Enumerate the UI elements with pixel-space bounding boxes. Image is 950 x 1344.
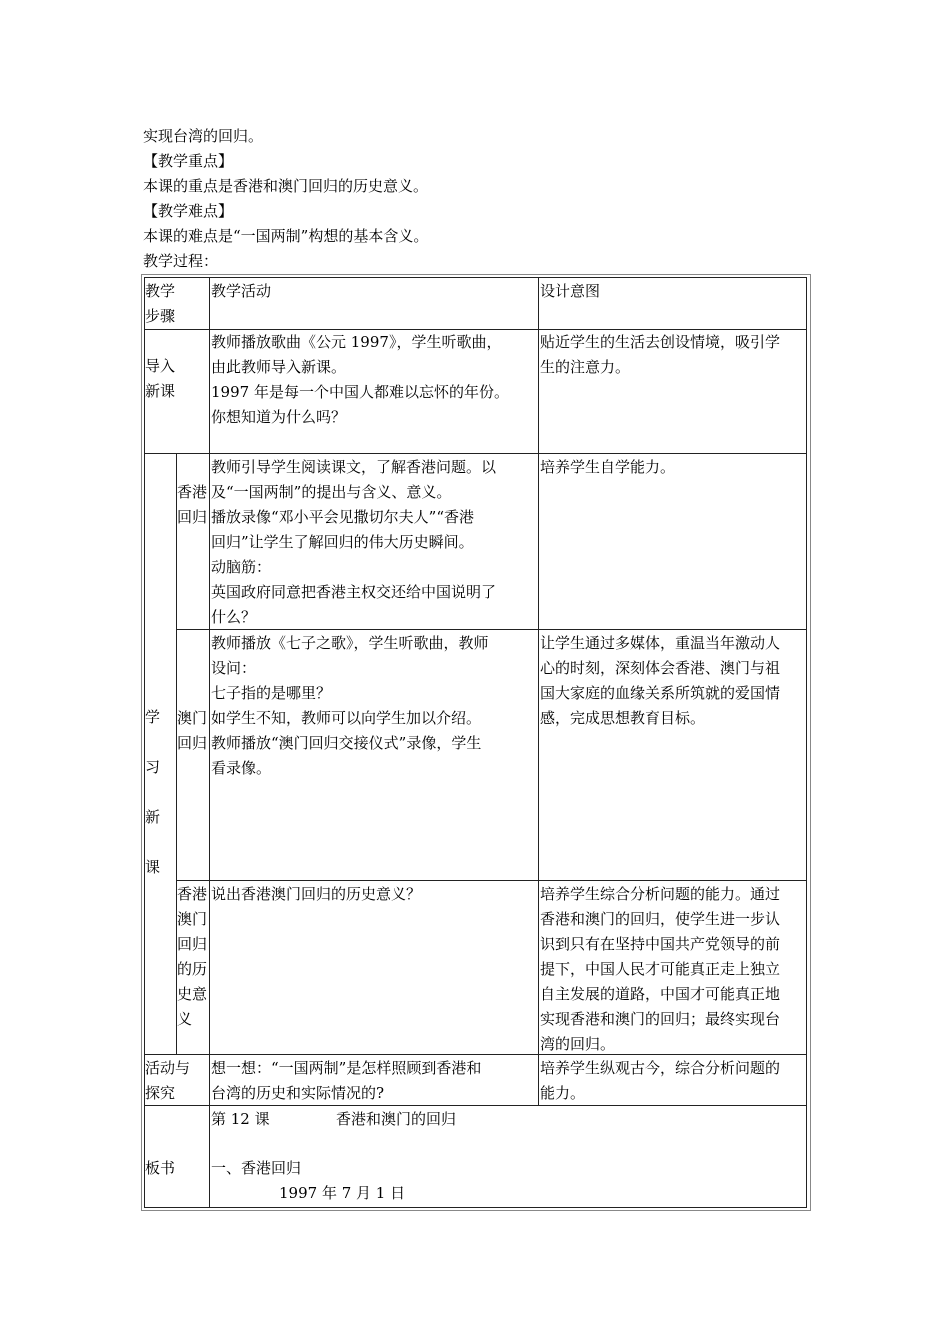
table-line	[176, 880, 807, 881]
table-line	[144, 453, 807, 454]
process-label: 教学过程：	[143, 252, 219, 270]
intro-row-activity: 教师播放歌曲《公元 1997》，学生听歌曲， 由此教师导入新课。 1997 年是每一个中国人都难以忘怀的年份。 你想知道为什么吗？	[211, 333, 509, 426]
difficulty-heading: 【教学难点】	[143, 202, 234, 220]
header-activity: 教学活动	[211, 282, 272, 300]
table-line	[538, 277, 539, 1105]
difficulty-text: 本课的难点是“一国两制”构想的基本含义。	[143, 227, 429, 245]
header-intent: 设计意图	[540, 282, 601, 300]
hk-row-activity: 教师引导学生阅读课文，了解香港问题。以 及“一国两制”的提出与含义、意义。 播放录像“邓小平会见撒切尔夫人”“香港 回归”让学生了解回归的伟大历史瞬间。 动脑筋： 英国政府同意把香港主权交还给中国说明了 什么？	[211, 458, 497, 626]
intro-line: 实现台湾的回归。	[143, 127, 264, 145]
explore-row-intent: 培养学生纵观古今，综合分析问题的 能力。	[540, 1059, 781, 1102]
meaning-row-activity: 说出香港澳门回归的历史意义？	[211, 885, 422, 903]
macau-row-intent: 让学生通过多媒体，重温当年激动人 心的时刻，深刻体会香港、澳门与祖 国大家庭的血缘关系所筑就的爱国情 感，完成思想教育目标。	[540, 634, 781, 727]
explore-row-activity: 想一想：“一国两制”是怎样照顾到香港和 台湾的历史和实际情况的?	[211, 1059, 482, 1102]
explore-row-step: 活动与 探究	[145, 1059, 191, 1102]
meaning-row-sub: 香港 澳门 回归 的历 史意 义	[177, 885, 208, 1028]
board-lesson-title: 香港和澳门的回归	[336, 1110, 457, 1128]
table-top-line	[144, 277, 807, 278]
key-point-text: 本课的重点是香港和澳门回归的历史意义。	[143, 177, 429, 195]
header-step: 教学 步骤	[145, 282, 176, 325]
key-point-heading: 【教学重点】	[143, 152, 234, 170]
macau-row-activity: 教师播放《七子之歌》，学生听歌曲，教师 设问： 七子指的是哪里？ 如学生不知，教师可以向学生加以介绍。 教师播放“澳门回归交接仪式”录像，学生 看录像。	[211, 634, 489, 777]
macau-row-sub: 澳门 回归	[177, 709, 208, 752]
intro-row-step: 导入 新课	[145, 357, 176, 400]
hk-row-intent: 培养学生自学能力。	[540, 458, 676, 476]
board-section-1: 一、香港回归	[211, 1159, 302, 1177]
table-right-line	[806, 277, 807, 1207]
board-row-step: 板书	[145, 1159, 176, 1177]
intro-row-intent: 贴近学生的生活去创设情境，吸引学 生的注意力。	[540, 333, 781, 376]
table-bottom-line	[144, 1207, 807, 1208]
board-date-1: 1997 年 7 月 1 日	[279, 1184, 406, 1202]
learn-group-label: 学 习 新 课	[145, 708, 161, 876]
hk-row-sub: 香港 回归	[177, 483, 208, 526]
table-line	[209, 277, 210, 1207]
board-lesson-no: 第 12 课	[211, 1110, 270, 1128]
meaning-row-intent: 培养学生综合分析问题的能力。通过 香港和澳门的回归，使学生进一步认 识到只有在坚持中国共产党领导的前 提下，中国人民才可能真正走上独立 自主发展的道路，中国才可能真正地 实现香港和澳门的回归；最终实现台 湾的回归。	[540, 885, 781, 1053]
